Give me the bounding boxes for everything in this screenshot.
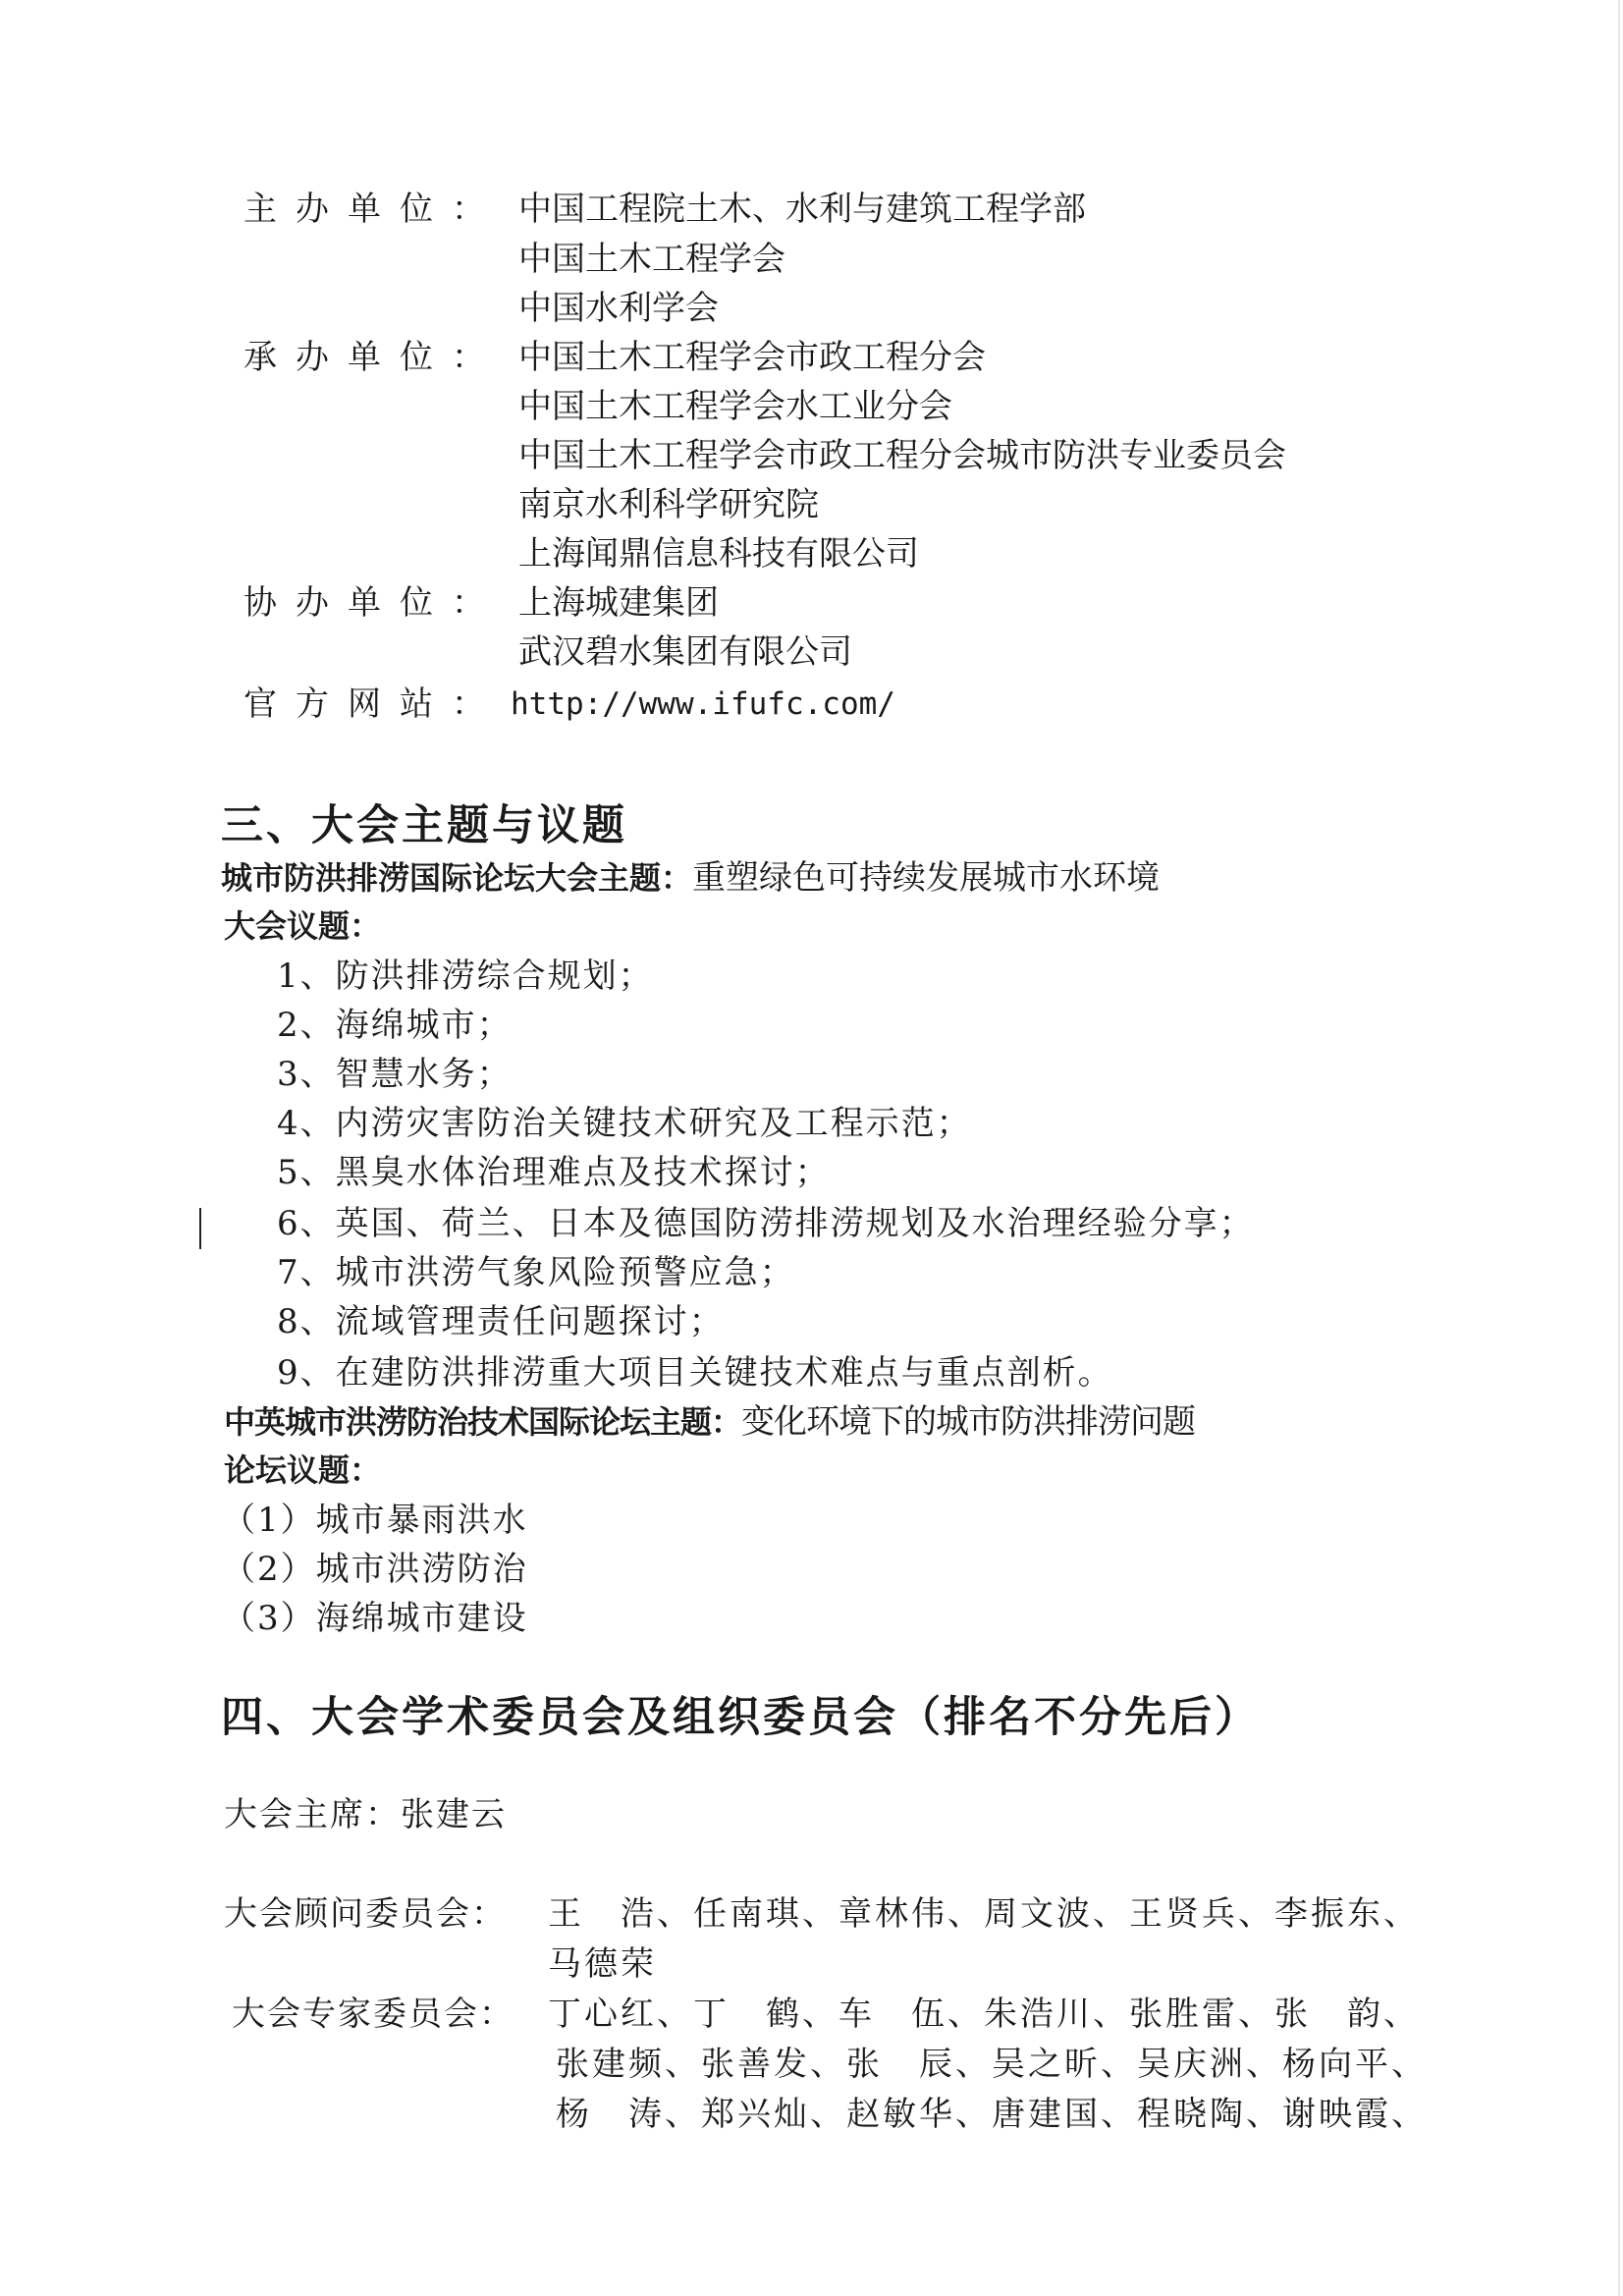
topic-item: 1、防洪排涝综合规划； [277,957,654,996]
website-link[interactable]: http://www.ifufc.com/ [511,686,895,722]
advisory-label: 大会顾问委员会： [224,1894,507,1934]
section-3-heading: 三、大会主题与议题 [221,801,627,850]
host-item: 中国水利学会 [518,289,719,328]
organizer-item: 中国土木工程学会水工业分会 [518,387,952,426]
conference-theme [221,858,1161,898]
host-label: 主办单位： [243,190,504,229]
forum-topic-item: （2）城市洪涝防治 [222,1550,528,1589]
expert-names-line: 张建频、张善发、张 辰、吴之昕、吴庆洲、杨向平、 [556,2045,1428,2084]
section-4-heading: 四、大会学术委员会及组织委员会（排名不分先后） [221,1693,1260,1742]
expert-names-line: 丁心红、丁 鹤、车 伍、朱浩川、张胜雷、张 韵、 [548,1995,1420,2034]
topic-item: 9、在建防洪排涝重大项目关键技术难点与重点剖析。 [277,1353,1113,1393]
forum-theme-text: 变化环境下的城市防洪排涝问题 [741,1402,1196,1442]
expert-names-line: 杨 涛、郑兴灿、赵敏华、唐建国、程晓陶、谢映霞、 [556,2095,1428,2134]
topic-item: 7、城市洪涝气象风险预警应急； [277,1253,795,1292]
organizer-item: 南京水利科学研究院 [518,485,819,524]
advisory-names-line: 王 浩、任南琪、章林伟、周文波、王贤兵、李振东、 [548,1894,1420,1934]
forum-theme [224,1402,1196,1442]
conference-theme-label: 城市防洪排涝国际论坛大会主题： [221,859,693,897]
expert-label: 大会专家委员会： [232,1995,514,2034]
topics-label: 大会议题： [224,907,382,945]
topic-item: 4、内涝灾害防治关键技术研究及工程示范； [277,1104,972,1143]
chair-line [224,1795,507,1834]
forum-theme-label: 中英城市洪涝防治技术国际论坛主题： [224,1403,742,1441]
conference-theme-text: 重塑绿色可持续发展城市水环境 [692,858,1161,898]
scan-edge-line [1618,0,1620,2296]
coorganizer-label: 协办单位： [243,583,504,623]
host-item: 中国工程院土木、水利与建筑工程学部 [518,190,1086,229]
chair-name: 张建云 [401,1795,507,1834]
forum-topics-label: 论坛议题： [224,1451,382,1489]
topic-item: 5、黑臭水体治理难点及技术探讨； [277,1153,831,1192]
topic-item: 6、英国、荷兰、日本及德国防涝排涝规划及水治理经验分享； [277,1204,1255,1243]
chair-label: 大会主席： [224,1795,401,1834]
coorganizer-item: 上海城建集团 [518,583,719,623]
forum-topic-item: （1）城市暴雨洪水 [222,1501,528,1540]
host-item: 中国土木工程学会 [518,240,785,279]
advisory-names-line: 马德荣 [548,1944,657,1984]
scan-artifact-mark [199,1208,201,1249]
organizer-label: 承办单位： [243,338,504,377]
organizer-item: 上海闻鼎信息科技有限公司 [518,534,919,574]
organizer-item: 中国土木工程学会市政工程分会城市防洪专业委员会 [518,436,1286,475]
topic-item: 3、智慧水务； [277,1055,513,1094]
topic-item: 2、海绵城市； [277,1006,513,1045]
forum-topic-item: （3）海绵城市建设 [222,1599,528,1638]
organizer-item: 中国土木工程学会市政工程分会 [518,338,986,377]
topic-item: 8、流域管理责任问题探讨； [277,1302,725,1341]
coorganizer-item: 武汉碧水集团有限公司 [518,632,852,672]
website-label: 官方网站： [243,684,504,724]
